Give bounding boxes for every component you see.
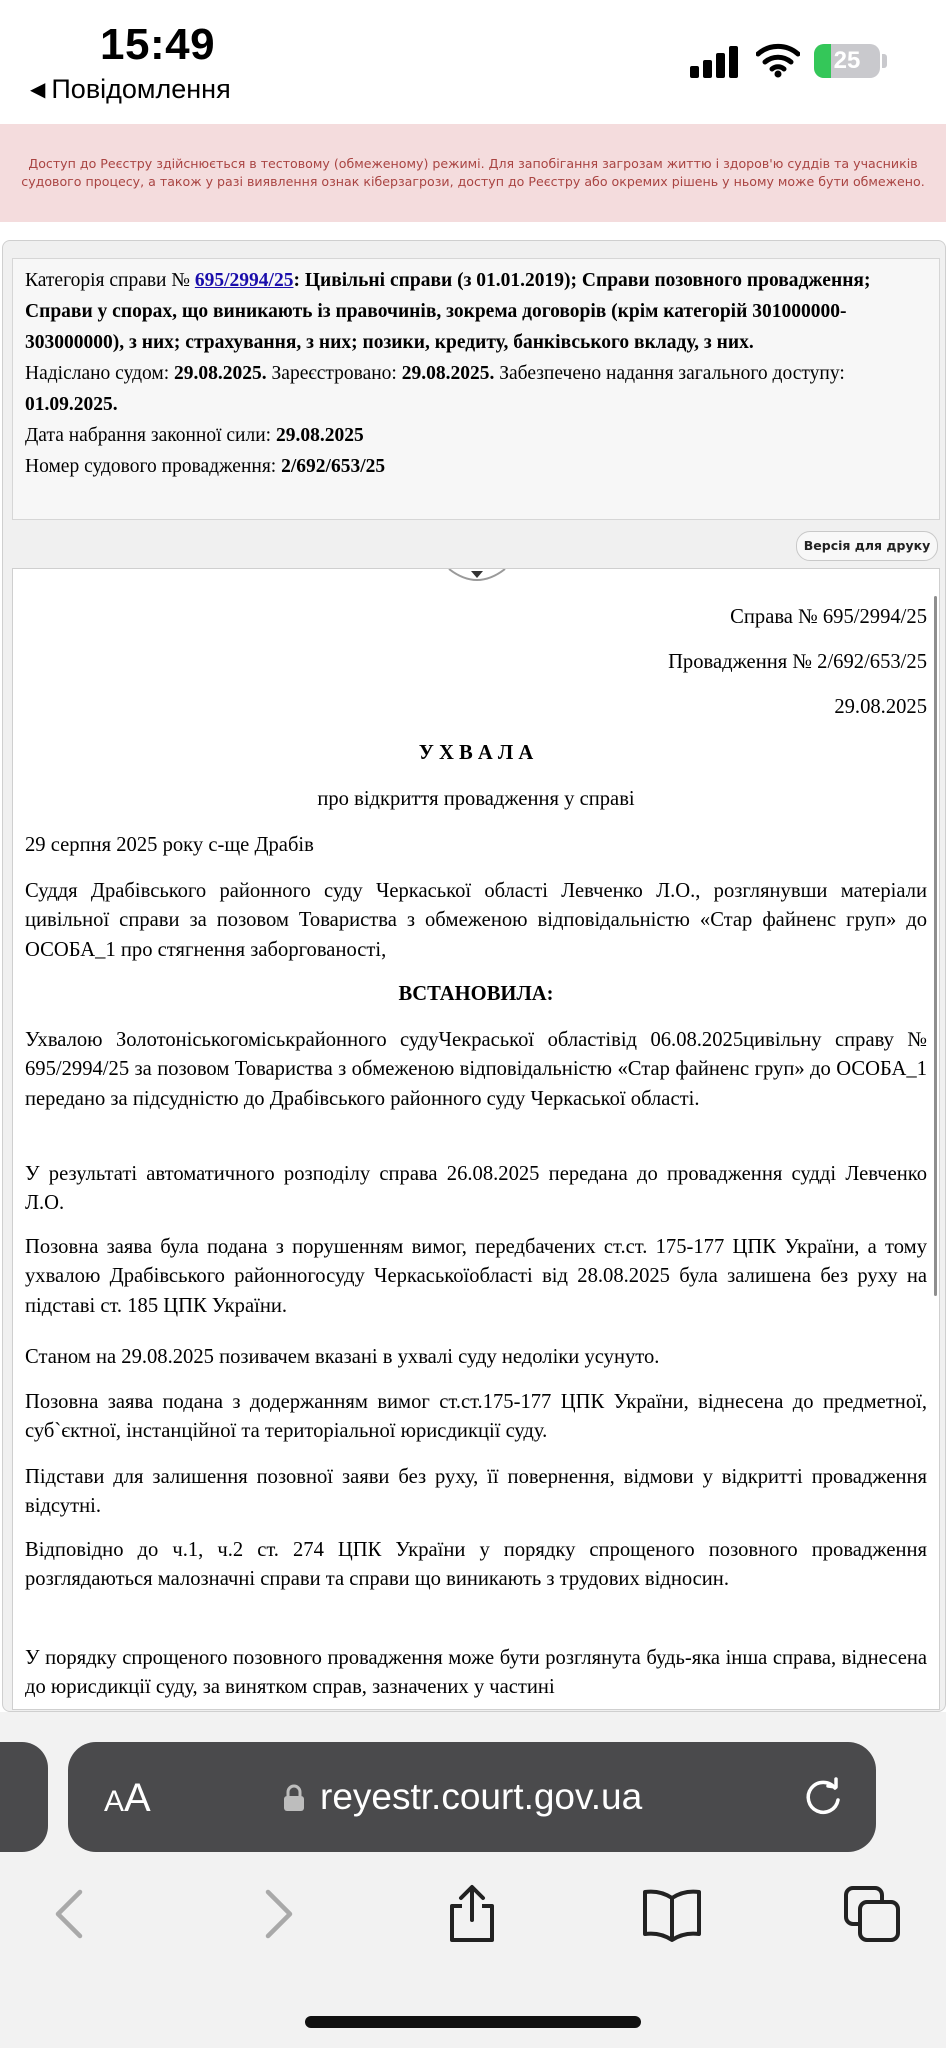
doc-place-date: 29 серпня 2025 року с-ще Драбів <box>25 834 314 856</box>
previous-tab-peek[interactable] <box>0 1742 48 1852</box>
back-to-app-button[interactable] <box>30 74 231 105</box>
back-icon[interactable] <box>42 1884 102 1944</box>
court-document <box>12 568 940 1710</box>
doc-para-5: Позовна заява подана з додержанням вимог ст.ст.175-177 ЦПК України, віднесена до предметної, суб`єктної, інстанційної та територіальної юрисдикції суду. <box>25 1391 927 1443</box>
doc-para-1: Ухвалою Золотоніськогоміськрайонного судуЧекраської областівід 06.08.2025цивільну справу № 695/2994/25 за позовом Товариства з обмеженою відповідальністю «Стар файненс груп» до ОСОБА_1 передано за підсудністю до Драбівського районного суду Черкаської області. <box>25 1029 927 1110</box>
warning-text: Доступ до Реєстру здійснюється в тестовому (обмеженому) режимі. Для запобігання загрозам життю і здоров'ю суддів та учасників судового процесу, а також у разі виявлення ознак кіберзагрози, доступ до Реєстру або окремих рішень у ньому може бути обмежено. <box>21 156 925 189</box>
doc-subtitle: про відкриття провадження у справі <box>317 788 635 810</box>
status-bar <box>0 0 946 118</box>
effective-date: Дата набрання законної сили: 29.08.2025 <box>25 425 364 446</box>
case-number-link[interactable]: 695/2994/25 <box>194 270 294 291</box>
lock-icon <box>282 1784 306 1812</box>
url-text[interactable]: reyestr.court.gov.ua <box>320 1776 643 1817</box>
cellular-signal-icon <box>690 46 740 78</box>
case-dates: Надіслано судом: 29.08.2025. Зареєстровано: 29.08.2025. Забезпечено надання загального доступу: 01.09.2025. <box>25 363 845 415</box>
doc-case-line: Справа № 695/2994/25 <box>730 606 927 628</box>
collapse-chevron-icon[interactable] <box>447 568 507 587</box>
doc-para-4: Станом на 29.08.2025 позивачем вказані в ухвалі суду недоліки усунуто. <box>25 1346 660 1368</box>
battery-icon <box>814 44 880 78</box>
back-triangle-icon: ◀ <box>30 79 46 101</box>
doc-para-8: У порядку спрощеного позовного провадження може бути розглянута будь-яка інша справа, віднесена до юрисдикції суду, за винятком справ, зазначених у частині <box>25 1647 927 1699</box>
forward-icon[interactable] <box>246 1884 306 1944</box>
back-app-label: Повідомлення <box>51 74 231 104</box>
proceeding-number: Номер судового провадження: 2/692/653/25 <box>25 456 386 477</box>
status-time: 15:49 <box>100 20 216 69</box>
bookmarks-icon[interactable] <box>642 1884 702 1944</box>
doc-date-line: 29.08.2025 <box>834 696 927 718</box>
scroll-indicator[interactable] <box>934 596 937 1296</box>
doc-para-7: Відповідно до ч.1, ч.2 ст. 274 ЦПК України у порядку спрощеного позовного провадження розглядаються малозначні справи та справи що виникають з трудових відносин. <box>25 1539 927 1591</box>
case-category: Категорія справи № 695/2994/25: Цивільні справи (з 01.01.2019); Справи позовного провадження; Справи у спорах, що виникають із правочинів, зокрема договорів (крім категорій 301000000-303000000), з них; страхування, з них; позики, кредиту, банківського вкладу, з них. <box>25 270 871 353</box>
tabs-icon[interactable] <box>842 1884 902 1944</box>
doc-para-3: Позовна заява була подана з порушенням вимог, передбачених ст.ст. 175-177 ЦПК України, а тому ухвалою Драбівського районногосуду Черкаськоїобласті від 28.08.2025 була залишена без руху на підставі ст. 185 ЦПК України. <box>25 1236 927 1317</box>
doc-para-2: У результаті автоматичного розподілу справа 26.08.2025 передана до провадження судді Левченко Л.О. <box>25 1163 927 1215</box>
case-info-box <box>12 258 940 520</box>
doc-title: У Х В А Л А <box>418 742 534 764</box>
reload-icon[interactable] <box>802 1776 844 1818</box>
reader-options-button[interactable]: AA <box>104 1776 151 1820</box>
doc-established: ВСТАНОВИЛА: <box>398 983 554 1005</box>
print-version-button[interactable]: Версія для друку <box>796 531 938 561</box>
battery-percent: 25 <box>833 47 861 74</box>
doc-para-6: Підстави для залишення позовної заяви без руху, її повернення, відмови у відкритті провадження відсутні. <box>25 1466 927 1518</box>
doc-para-judge: Суддя Драбівського районного суду Черкаської області Левченко Л.О., розглянувши матеріали цивільної справи за позовом Товариства з обмеженою відповідальністю «Стар файненс груп» до ОСОБА_1 про стягнення заборгованості, <box>25 880 927 961</box>
battery-cap <box>882 54 887 68</box>
home-indicator <box>305 2016 641 2028</box>
share-icon[interactable] <box>442 1884 502 1944</box>
wifi-icon <box>756 42 800 78</box>
registry-warning-banner <box>0 124 946 222</box>
doc-proceeding-line: Провадження № 2/692/653/25 <box>668 651 927 673</box>
